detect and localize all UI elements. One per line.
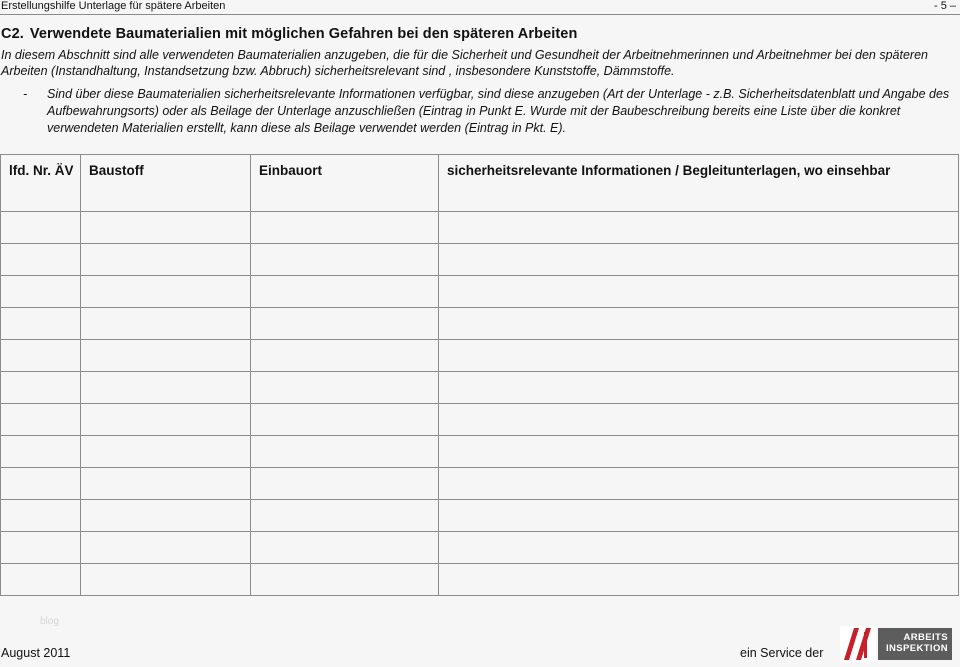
cell-location[interactable] <box>251 532 439 564</box>
cell-material[interactable] <box>81 404 251 436</box>
cell-safety-info[interactable] <box>439 564 959 596</box>
section-intro: In diesem Abschnitt sind alle verwendeten Baumaterialien anzugeben, die für die Sicherheit und Gesundheit der Arbeitnehmerinnen und Arbeitnehmer bei den späteren Arbeiten (Instandhaltung, Instandsetzung bzw. Abbruch) sicherheitsrelevant sind , insbesondere Kunststoffe, Dämmstoffe. <box>1 48 928 78</box>
cell-location[interactable] <box>251 404 439 436</box>
footer-date: August 2011 <box>1 646 71 660</box>
cell-location[interactable] <box>251 276 439 308</box>
cell-safety-info[interactable] <box>439 244 959 276</box>
cell-material[interactable] <box>81 500 251 532</box>
cell-location[interactable] <box>251 372 439 404</box>
arbeitsinspektion-logo <box>840 626 952 662</box>
bullet-note <box>1 86 956 137</box>
page-header <box>0 0 960 15</box>
cell-number[interactable] <box>1 468 81 500</box>
cell-material[interactable] <box>81 212 251 244</box>
header-page-number: - 5 – <box>933 0 956 12</box>
cell-material[interactable] <box>81 372 251 404</box>
cell-safety-info[interactable] <box>439 468 959 500</box>
cell-number[interactable] <box>1 564 81 596</box>
cell-material[interactable] <box>81 276 251 308</box>
cell-location[interactable] <box>251 564 439 596</box>
cell-material[interactable] <box>81 436 251 468</box>
cell-safety-info[interactable] <box>439 308 959 340</box>
table-row <box>1 436 959 468</box>
cell-number[interactable] <box>1 340 81 372</box>
table-row <box>1 500 959 532</box>
cell-safety-info[interactable] <box>439 212 959 244</box>
column-header-material: Baustoff <box>81 155 251 212</box>
cell-safety-info[interactable] <box>439 340 959 372</box>
cell-safety-info[interactable] <box>439 372 959 404</box>
table-row <box>1 308 959 340</box>
cell-material[interactable] <box>81 340 251 372</box>
table-body <box>1 212 959 596</box>
cell-location[interactable] <box>251 244 439 276</box>
cell-safety-info[interactable] <box>439 276 959 308</box>
section-number: C2. <box>1 26 24 42</box>
cell-material[interactable] <box>81 468 251 500</box>
column-header-safety-info: sicherheitsrelevante Informationen / Begleitunterlagen, wo einsehbar <box>439 155 959 212</box>
table-row <box>1 564 959 596</box>
section-heading <box>1 26 577 42</box>
cell-safety-info[interactable] <box>439 436 959 468</box>
watermark-text: blog <box>40 616 59 627</box>
header-document-title: Erstellungshilfe Unterlage für spätere Arbeiten <box>1 0 226 12</box>
cell-number[interactable] <box>1 308 81 340</box>
cell-number[interactable] <box>1 436 81 468</box>
bullet-text: Sind über diese Baumaterialien sicherheitsrelevante Informationen verfügbar, sind diese anzugeben (Art der Unterlage - z.B. Sicherheitsdatenblatt und Angabe des Aufbewahrungsorts) oder als Beilage der Unterlage anzuschließen (Eintrag in Punkt E. Wurde mit der Baubeschreibung bereits eine Liste über die konkret verwendeten Materialien erstellt, kann diese als Beilage verwendet werden (Eintrag in Pkt. E). <box>47 87 950 135</box>
cell-number[interactable] <box>1 404 81 436</box>
logo-line-1: ARBEITS <box>903 632 948 643</box>
table-row <box>1 404 959 436</box>
cell-number[interactable] <box>1 212 81 244</box>
cell-safety-info[interactable] <box>439 500 959 532</box>
table-row <box>1 340 959 372</box>
table-row <box>1 244 959 276</box>
table-header-row <box>1 155 959 212</box>
cell-material[interactable] <box>81 564 251 596</box>
cell-safety-info[interactable] <box>439 532 959 564</box>
cell-number[interactable] <box>1 500 81 532</box>
cell-location[interactable] <box>251 500 439 532</box>
table-row <box>1 372 959 404</box>
logo-mark-icon <box>840 626 876 662</box>
table-row <box>1 212 959 244</box>
cell-location[interactable] <box>251 212 439 244</box>
materials-table <box>0 154 959 596</box>
bullet-dash: - <box>23 87 28 101</box>
column-header-location: Einbauort <box>251 155 439 212</box>
cell-safety-info[interactable] <box>439 404 959 436</box>
cell-material[interactable] <box>81 532 251 564</box>
cell-material[interactable] <box>81 244 251 276</box>
cell-location[interactable] <box>251 340 439 372</box>
cell-location[interactable] <box>251 308 439 340</box>
cell-number[interactable] <box>1 276 81 308</box>
cell-number[interactable] <box>1 372 81 404</box>
cell-number[interactable] <box>1 532 81 564</box>
cell-material[interactable] <box>81 308 251 340</box>
table-row <box>1 468 959 500</box>
section-title: Verwendete Baumaterialien mit möglichen Gefahren bei den späteren Arbeiten <box>29 26 578 42</box>
cell-number[interactable] <box>1 244 81 276</box>
table-row <box>1 532 959 564</box>
logo-wordmark <box>878 628 952 660</box>
logo-line-2: INSPEKTION <box>885 643 948 654</box>
column-header-number: lfd. Nr. ÄV <box>1 155 81 212</box>
cell-location[interactable] <box>251 468 439 500</box>
footer-service-text: ein Service der <box>740 646 824 660</box>
table-row <box>1 276 959 308</box>
cell-location[interactable] <box>251 436 439 468</box>
